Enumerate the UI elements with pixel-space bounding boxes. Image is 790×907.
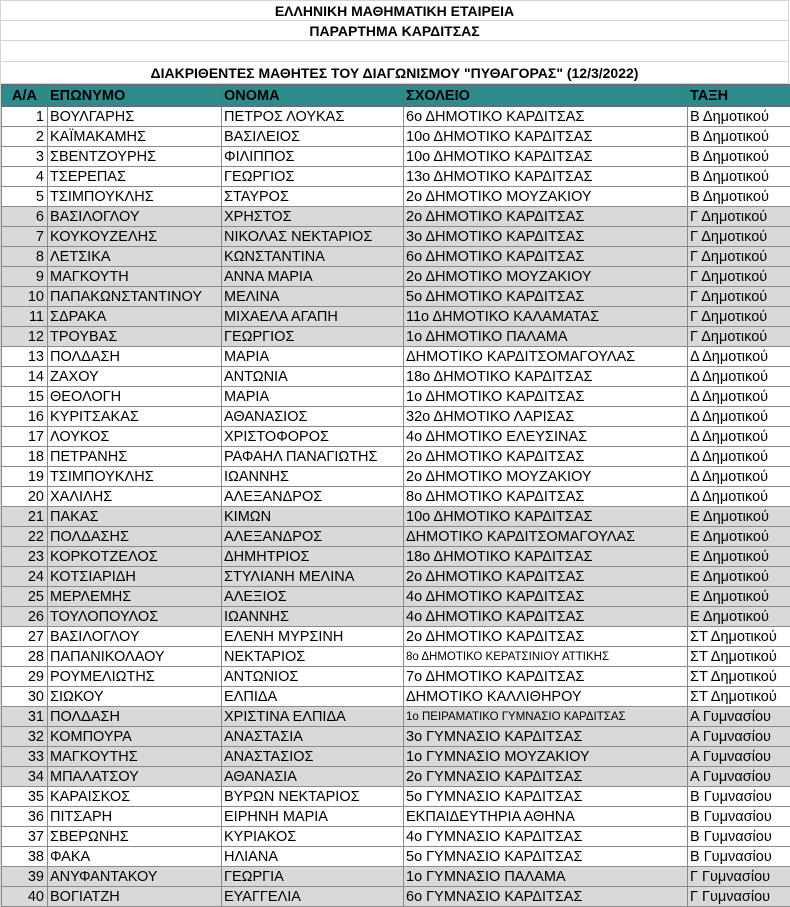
cell-aa[interactable]: 17 — [2, 427, 48, 447]
cell-school[interactable]: 2ο ΔΗΜΟΤΙΚΟ ΚΑΡΔΙΤΣΑΣ — [404, 627, 688, 647]
cell-aa[interactable]: 28 — [2, 647, 48, 667]
cell-class[interactable]: Γ Γυμνασίου — [688, 867, 790, 887]
cell-aa[interactable]: 9 — [2, 267, 48, 287]
cell-surname[interactable]: ΚΥΡΙΤΣΑΚΑΣ — [48, 407, 222, 427]
table-row — [2, 827, 790, 847]
cell-class[interactable]: Γ Δημοτικού — [688, 247, 790, 267]
table-row — [2, 707, 790, 727]
results-table — [1, 84, 790, 907]
cell-aa[interactable]: 13 — [2, 347, 48, 367]
cell-school[interactable]: 1ο ΔΗΜΟΤΙΚΟ ΠΑΛΑΜΑ — [404, 327, 688, 347]
cell-name[interactable]: ΚΥΡΙΑΚΟΣ — [222, 827, 404, 847]
cell-name[interactable]: ΑΛΕΞΑΝΔΡΟΣ — [222, 527, 404, 547]
cell-name[interactable]: ΙΩΑΝΝΗΣ — [222, 467, 404, 487]
table-row — [2, 467, 790, 487]
cell-surname[interactable]: ΠΕΤΡΑΝΗΣ — [48, 447, 222, 467]
cell-surname[interactable]: ΠΑΠΑΚΩΝΣΤΑΝΤΙΝΟΥ — [48, 287, 222, 307]
cell-name[interactable]: ΙΩΑΝΝΗΣ — [222, 607, 404, 627]
cell-class[interactable]: Δ Δημοτικού — [688, 487, 790, 507]
cell-aa[interactable]: 26 — [2, 607, 48, 627]
table-row — [2, 327, 790, 347]
cell-surname[interactable]: ΤΣΕΡΕΠΑΣ — [48, 167, 222, 187]
cell-class[interactable]: Ε Δημοτικού — [688, 527, 790, 547]
cell-name[interactable]: ΣΤΥΛΙΑΝΗ ΜΕΛΙΝΑ — [222, 567, 404, 587]
cell-surname[interactable]: ΣΔΡΑΚΑ — [48, 307, 222, 327]
cell-name[interactable]: ΑΘΑΝΑΣΙΟΣ — [222, 407, 404, 427]
cell-name[interactable]: ΑΝΑΣΤΑΣΙΑ — [222, 727, 404, 747]
cell-aa[interactable]: 24 — [2, 567, 48, 587]
cell-name[interactable]: ΑΘΑΝΑΣΙΑ — [222, 767, 404, 787]
table-row — [2, 727, 790, 747]
table-row — [2, 807, 790, 827]
table-row — [2, 567, 790, 587]
table-body — [2, 107, 790, 907]
table-row — [2, 267, 790, 287]
cell-name[interactable]: ΑΝΑΣΤΑΣΙΟΣ — [222, 747, 404, 767]
cell-aa[interactable]: 8 — [2, 247, 48, 267]
cell-class[interactable]: Δ Δημοτικού — [688, 467, 790, 487]
table-row — [2, 407, 790, 427]
table-row — [2, 587, 790, 607]
cell-surname[interactable]: ΒΟΓΙΑΤΖΗ — [48, 887, 222, 907]
cell-class[interactable]: ΣΤ Δημοτικού — [688, 647, 790, 667]
cell-school[interactable]: 6ο ΔΗΜΟΤΙΚΟ ΚΑΡΔΙΤΣΑΣ — [404, 247, 688, 267]
cell-name[interactable]: ΑΛΕΞΑΝΔΡΟΣ — [222, 487, 404, 507]
cell-aa[interactable]: 3 — [2, 147, 48, 167]
cell-name[interactable]: ΑΝΤΩΝΙΑ — [222, 367, 404, 387]
cell-aa[interactable]: 37 — [2, 827, 48, 847]
cell-surname[interactable]: ΚΟΤΣΙΑΡΙΔΗ — [48, 567, 222, 587]
cell-school[interactable]: ΔΗΜΟΤΙΚΟ ΚΑΡΔΙΤΣΟΜΑΓΟΥΛΑΣ — [404, 347, 688, 367]
cell-aa[interactable]: 12 — [2, 327, 48, 347]
cell-name[interactable]: ΗΛΙΑΝΑ — [222, 847, 404, 867]
cell-name[interactable]: ΦΙΛΙΠΠΟΣ — [222, 147, 404, 167]
cell-class[interactable]: Β Γυμνασίου — [688, 847, 790, 867]
table-row — [2, 767, 790, 787]
cell-aa[interactable]: 5 — [2, 187, 48, 207]
table-row — [2, 427, 790, 447]
cell-class[interactable]: Δ Δημοτικού — [688, 387, 790, 407]
table-row — [2, 507, 790, 527]
table-row — [2, 747, 790, 767]
cell-class[interactable]: Α Γυμνασίου — [688, 747, 790, 767]
cell-class[interactable]: Γ Δημοτικού — [688, 307, 790, 327]
col-header-name[interactable]: ΟΝΟΜΑ — [222, 85, 404, 107]
cell-school[interactable]: 2ο ΔΗΜΟΤΙΚΟ ΜΟΥΖΑΚΙΟΥ — [404, 467, 688, 487]
cell-class[interactable]: Β Γυμνασίου — [688, 827, 790, 847]
cell-school[interactable]: 5ο ΓΥΜΝΑΣΙΟ ΚΑΡΔΙΤΣΑΣ — [404, 787, 688, 807]
cell-surname[interactable]: ΡΟΥΜΕΛΙΩΤΗΣ — [48, 667, 222, 687]
cell-surname[interactable]: ΖΑΧΟΥ — [48, 367, 222, 387]
branch-name: ΠΑΡΑΡΤΗΜΑ ΚΑΡΔΙΤΣΑΣ — [1, 21, 789, 41]
table-row — [2, 527, 790, 547]
cell-class[interactable]: ΣΤ Δημοτικού — [688, 687, 790, 707]
cell-surname[interactable]: ΤΟΥΛΟΠΟΥΛΟΣ — [48, 607, 222, 627]
table-row — [2, 147, 790, 167]
table-row — [2, 647, 790, 667]
cell-surname[interactable]: ΠΙΤΣΑΡΗ — [48, 807, 222, 827]
cell-name[interactable]: ΕΛΕΝΗ ΜΥΡΣΙΝΗ — [222, 627, 404, 647]
cell-school[interactable]: 3ο ΓΥΜΝΑΣΙΟ ΚΑΡΔΙΤΣΑΣ — [404, 727, 688, 747]
cell-surname[interactable]: ΤΣΙΜΠΟΥΚΛΗΣ — [48, 467, 222, 487]
cell-class[interactable]: Ε Δημοτικού — [688, 587, 790, 607]
cell-class[interactable]: Β Δημοτικού — [688, 167, 790, 187]
table-row — [2, 187, 790, 207]
cell-school[interactable]: 18ο ΔΗΜΟΤΙΚΟ ΚΑΡΔΙΤΣΑΣ — [404, 367, 688, 387]
cell-name[interactable]: ΝΙΚΟΛΑΣ ΝΕΚΤΑΡΙΟΣ — [222, 227, 404, 247]
cell-school[interactable]: 2ο ΔΗΜΟΤΙΚΟ ΚΑΡΔΙΤΣΑΣ — [404, 207, 688, 227]
table-row — [2, 887, 790, 907]
table-row — [2, 487, 790, 507]
cell-school[interactable]: 7ο ΔΗΜΟΤΙΚΟ ΚΑΡΔΙΤΣΑΣ — [404, 667, 688, 687]
cell-school[interactable]: 10ο ΔΗΜΟΤΙΚΟ ΚΑΡΔΙΤΣΑΣ — [404, 507, 688, 527]
cell-class[interactable]: Ε Δημοτικού — [688, 547, 790, 567]
cell-class[interactable]: Β Δημοτικού — [688, 187, 790, 207]
cell-class[interactable]: Δ Δημοτικού — [688, 447, 790, 467]
cell-class[interactable]: ΣΤ Δημοτικού — [688, 627, 790, 647]
cell-surname[interactable]: ΚΟΥΚΟΥΖΕΛΗΣ — [48, 227, 222, 247]
table-row — [2, 167, 790, 187]
cell-surname[interactable]: ΒΟΥΛΓΑΡΗΣ — [48, 107, 222, 127]
cell-school[interactable]: 2ο ΔΗΜΟΤΙΚΟ ΜΟΥΖΑΚΙΟΥ — [404, 267, 688, 287]
cell-school[interactable]: 2ο ΓΥΜΝΑΣΙΟ ΚΑΡΔΙΤΣΑΣ — [404, 767, 688, 787]
cell-name[interactable]: ΚΙΜΩΝ — [222, 507, 404, 527]
cell-aa[interactable]: 25 — [2, 587, 48, 607]
cell-school[interactable]: 4ο ΔΗΜΟΤΙΚΟ ΕΛΕΥΣΙΝΑΣ — [404, 427, 688, 447]
col-header-class[interactable]: ΤΑΞΗ — [688, 85, 790, 107]
cell-aa[interactable]: 39 — [2, 867, 48, 887]
col-header-aa[interactable]: Α/Α — [2, 85, 48, 107]
cell-class[interactable]: Γ Δημοτικού — [688, 327, 790, 347]
cell-aa[interactable]: 1 — [2, 107, 48, 127]
table-row — [2, 367, 790, 387]
table-row — [2, 867, 790, 887]
cell-school[interactable]: 8ο ΔΗΜΟΤΙΚΟ ΚΕΡΑΤΣΙΝΙΟΥ ΑΤΤΙΚΗΣ — [404, 647, 688, 667]
cell-aa[interactable]: 19 — [2, 467, 48, 487]
cell-name[interactable]: ΠΕΤΡΟΣ ΛΟΥΚΑΣ — [222, 107, 404, 127]
cell-class[interactable]: Δ Δημοτικού — [688, 427, 790, 447]
cell-class[interactable]: Β Δημοτικού — [688, 147, 790, 167]
cell-surname[interactable]: ΒΑΣΙΛΟΓΛΟΥ — [48, 627, 222, 647]
cell-school[interactable]: 1ο ΓΥΜΝΑΣΙΟ ΜΟΥΖΑΚΙΟΥ — [404, 747, 688, 767]
cell-name[interactable]: ΕΙΡΗΝΗ ΜΑΡΙΑ — [222, 807, 404, 827]
cell-aa[interactable]: 31 — [2, 707, 48, 727]
cell-class[interactable]: Β Δημοτικού — [688, 107, 790, 127]
cell-aa[interactable]: 35 — [2, 787, 48, 807]
cell-surname[interactable]: ΠΑΠΑΝΙΚΟΛΑΟΥ — [48, 647, 222, 667]
cell-surname[interactable]: ΘΕΟΛΟΓΗ — [48, 387, 222, 407]
cell-class[interactable]: Γ Δημοτικού — [688, 267, 790, 287]
cell-name[interactable]: ΓΕΩΡΓΙΟΣ — [222, 327, 404, 347]
cell-aa[interactable]: 10 — [2, 287, 48, 307]
cell-school[interactable]: 32ο ΔΗΜΟΤΙΚΟ ΛΑΡΙΣΑΣ — [404, 407, 688, 427]
cell-class[interactable]: ΣΤ Δημοτικού — [688, 667, 790, 687]
cell-school[interactable]: 1ο ΔΗΜΟΤΙΚΟ ΚΑΡΔΙΤΣΑΣ — [404, 387, 688, 407]
cell-school[interactable]: 1ο ΠΕΙΡΑΜΑΤΙΚΟ ΓΥΜΝΑΣΙΟ ΚΑΡΔΙΤΣΑΣ — [404, 707, 688, 727]
cell-surname[interactable]: ΣΙΩΚΟΥ — [48, 687, 222, 707]
cell-school[interactable]: 4ο ΔΗΜΟΤΙΚΟ ΚΑΡΔΙΤΣΑΣ — [404, 607, 688, 627]
cell-aa[interactable]: 38 — [2, 847, 48, 867]
cell-school[interactable]: 2ο ΔΗΜΟΤΙΚΟ ΚΑΡΔΙΤΣΑΣ — [404, 447, 688, 467]
table-row — [2, 287, 790, 307]
cell-name[interactable]: ΝΕΚΤΑΡΙΟΣ — [222, 647, 404, 667]
cell-name[interactable]: ΧΡΙΣΤΟΦΟΡΟΣ — [222, 427, 404, 447]
cell-name[interactable]: ΜΑΡΙΑ — [222, 387, 404, 407]
cell-surname[interactable]: ΚΑΪΜΑΚΑΜΗΣ — [48, 127, 222, 147]
cell-surname[interactable]: ΠΟΛΔΑΣΗ — [48, 347, 222, 367]
cell-school[interactable]: 11ο ΔΗΜΟΤΙΚΟ ΚΑΛΑΜΑΤΑΣ — [404, 307, 688, 327]
cell-surname[interactable]: ΣΒΕΝΤΖΟΥΡΗΣ — [48, 147, 222, 167]
table-row — [2, 547, 790, 567]
col-header-school[interactable]: ΣΧΟΛΕΙΟ — [404, 85, 688, 107]
cell-aa[interactable]: 15 — [2, 387, 48, 407]
cell-aa[interactable]: 6 — [2, 207, 48, 227]
cell-surname[interactable]: ΠΟΛΔΑΣΗΣ — [48, 527, 222, 547]
cell-name[interactable]: ΑΛΕΞΙΟΣ — [222, 587, 404, 607]
table-row — [2, 627, 790, 647]
table-row — [2, 127, 790, 147]
cell-name[interactable]: ΚΩΝΣΤΑΝΤΙΝΑ — [222, 247, 404, 267]
table-row — [2, 207, 790, 227]
col-header-surname[interactable]: ΕΠΩΝΥΜΟ — [48, 85, 222, 107]
cell-surname[interactable]: ΑΝΥΦΑΝΤΑΚΟΥ — [48, 867, 222, 887]
cell-name[interactable]: ΒΑΣΙΛΕΙΟΣ — [222, 127, 404, 147]
cell-name[interactable]: ΜΑΡΙΑ — [222, 347, 404, 367]
table-header-row — [2, 85, 790, 107]
cell-aa[interactable]: 16 — [2, 407, 48, 427]
cell-name[interactable]: ΑΝΝΑ ΜΑΡΙΑ — [222, 267, 404, 287]
cell-aa[interactable]: 27 — [2, 627, 48, 647]
cell-school[interactable]: 1ο ΓΥΜΝΑΣΙΟ ΠΑΛΑΜΑ — [404, 867, 688, 887]
cell-school[interactable]: 4ο ΓΥΜΝΑΣΙΟ ΚΑΡΔΙΤΣΑΣ — [404, 827, 688, 847]
cell-aa[interactable]: 4 — [2, 167, 48, 187]
cell-school[interactable]: 6ο ΔΗΜΟΤΙΚΟ ΚΑΡΔΙΤΣΑΣ — [404, 107, 688, 127]
cell-surname[interactable]: ΤΡΟΥΒΑΣ — [48, 327, 222, 347]
cell-surname[interactable]: ΜΕΡΛΕΜΗΣ — [48, 587, 222, 607]
cell-class[interactable]: Γ Δημοτικού — [688, 227, 790, 247]
cell-name[interactable]: ΣΤΑΥΡΟΣ — [222, 187, 404, 207]
cell-class[interactable]: Α Γυμνασίου — [688, 727, 790, 747]
cell-school[interactable]: 18ο ΔΗΜΟΤΙΚΟ ΚΑΡΔΙΤΣΑΣ — [404, 547, 688, 567]
cell-class[interactable]: Α Γυμνασίου — [688, 707, 790, 727]
cell-school[interactable]: 5ο ΔΗΜΟΤΙΚΟ ΚΑΡΔΙΤΣΑΣ — [404, 287, 688, 307]
cell-school[interactable]: 5ο ΓΥΜΝΑΣΙΟ ΚΑΡΔΙΤΣΑΣ — [404, 847, 688, 867]
cell-surname[interactable]: ΦΑΚΑ — [48, 847, 222, 867]
cell-aa[interactable]: 23 — [2, 547, 48, 567]
cell-surname[interactable]: ΚΟΡΚΟΤΖΕΛΟΣ — [48, 547, 222, 567]
empty-row — [1, 41, 789, 62]
cell-aa[interactable]: 22 — [2, 527, 48, 547]
table-row — [2, 607, 790, 627]
cell-aa[interactable]: 30 — [2, 687, 48, 707]
cell-class[interactable]: Β Δημοτικού — [688, 127, 790, 147]
cell-class[interactable]: Ε Δημοτικού — [688, 607, 790, 627]
table-row — [2, 347, 790, 367]
cell-class[interactable]: Α Γυμνασίου — [688, 767, 790, 787]
table-row — [2, 247, 790, 267]
list-title: ΔΙΑΚΡΙΘΕΝΤΕΣ ΜΑΘΗΤΕΣ ΤΟΥ ΔΙΑΓΩΝΙΣΜΟΥ "ΠΥΘΑΓΟΡΑΣ" (12/3/2022) — [1, 62, 789, 84]
cell-surname[interactable]: ΠΑΚΑΣ — [48, 507, 222, 527]
cell-name[interactable]: ΓΕΩΡΓΙΑ — [222, 867, 404, 887]
table-row — [2, 307, 790, 327]
cell-class[interactable]: Ε Δημοτικού — [688, 507, 790, 527]
cell-school[interactable]: ΕΚΠΑΙΔΕΥΤΗΡΙΑ ΑΘΗΝΑ — [404, 807, 688, 827]
cell-aa[interactable]: 32 — [2, 727, 48, 747]
cell-surname[interactable]: ΜΑΓΚΟΥΤΗΣ — [48, 747, 222, 767]
cell-school[interactable]: 3ο ΔΗΜΟΤΙΚΟ ΚΑΡΔΙΤΣΑΣ — [404, 227, 688, 247]
cell-surname[interactable]: ΜΑΓΚΟΥΤΗ — [48, 267, 222, 287]
cell-school[interactable]: 10ο ΔΗΜΟΤΙΚΟ ΚΑΡΔΙΤΣΑΣ — [404, 127, 688, 147]
cell-name[interactable]: ΑΝΤΩΝΙΟΣ — [222, 667, 404, 687]
cell-name[interactable]: ΡΑΦΑΗΛ ΠΑΝΑΓΙΩΤΗΣ — [222, 447, 404, 467]
cell-class[interactable]: Δ Δημοτικού — [688, 367, 790, 387]
cell-aa[interactable]: 40 — [2, 887, 48, 907]
cell-class[interactable]: Γ Δημοτικού — [688, 287, 790, 307]
cell-class[interactable]: Β Γυμνασίου — [688, 787, 790, 807]
cell-surname[interactable]: ΤΣΙΜΠΟΥΚΛΗΣ — [48, 187, 222, 207]
cell-aa[interactable]: 11 — [2, 307, 48, 327]
cell-school[interactable]: ΔΗΜΟΤΙΚΟ ΚΑΛΛΙΘΗΡΟΥ — [404, 687, 688, 707]
cell-name[interactable]: ΓΕΩΡΓΙΟΣ — [222, 167, 404, 187]
cell-school[interactable]: 10ο ΔΗΜΟΤΙΚΟ ΚΑΡΔΙΤΣΑΣ — [404, 147, 688, 167]
cell-surname[interactable]: ΚΑΡΑΙΣΚΟΣ — [48, 787, 222, 807]
cell-name[interactable]: ΧΡΙΣΤΙΝΑ ΕΛΠΙΔΑ — [222, 707, 404, 727]
cell-class[interactable]: Δ Δημοτικού — [688, 407, 790, 427]
cell-aa[interactable]: 29 — [2, 667, 48, 687]
cell-class[interactable]: Γ Δημοτικού — [688, 207, 790, 227]
cell-aa[interactable]: 18 — [2, 447, 48, 467]
cell-name[interactable]: ΧΡΗΣΤΟΣ — [222, 207, 404, 227]
cell-name[interactable]: ΒΥΡΩΝ ΝΕΚΤΑΡΙΟΣ — [222, 787, 404, 807]
cell-name[interactable]: ΕΛΠΙΔΑ — [222, 687, 404, 707]
cell-aa[interactable]: 7 — [2, 227, 48, 247]
table-row — [2, 787, 790, 807]
cell-surname[interactable]: ΠΟΛΔΑΣΗ — [48, 707, 222, 727]
table-row — [2, 107, 790, 127]
cell-surname[interactable]: ΧΑΛΙΛΗΣ — [48, 487, 222, 507]
cell-aa[interactable]: 36 — [2, 807, 48, 827]
table-row — [2, 687, 790, 707]
cell-surname[interactable]: ΒΑΣΙΛΟΓΛΟΥ — [48, 207, 222, 227]
cell-aa[interactable]: 2 — [2, 127, 48, 147]
cell-name[interactable]: ΜΙΧΑΕΛΑ ΑΓΑΠΗ — [222, 307, 404, 327]
table-row — [2, 227, 790, 247]
cell-aa[interactable]: 14 — [2, 367, 48, 387]
cell-class[interactable]: Ε Δημοτικού — [688, 567, 790, 587]
cell-school[interactable]: 2ο ΔΗΜΟΤΙΚΟ ΜΟΥΖΑΚΙΟΥ — [404, 187, 688, 207]
cell-name[interactable]: ΜΕΛΙΝΑ — [222, 287, 404, 307]
table-row — [2, 847, 790, 867]
cell-surname[interactable]: ΛΟΥΚΟΣ — [48, 427, 222, 447]
cell-school[interactable]: 6ο ΓΥΜΝΑΣΙΟ ΚΑΡΔΙΤΣΑΣ — [404, 887, 688, 907]
cell-aa[interactable]: 34 — [2, 767, 48, 787]
cell-name[interactable]: ΔΗΜΗΤΡΙΟΣ — [222, 547, 404, 567]
cell-class[interactable]: Β Γυμνασίου — [688, 807, 790, 827]
table-row — [2, 447, 790, 467]
cell-school[interactable]: ΔΗΜΟΤΙΚΟ ΚΑΡΔΙΤΣΟΜΑΓΟΥΛΑΣ — [404, 527, 688, 547]
cell-class[interactable]: Δ Δημοτικού — [688, 347, 790, 367]
table-row — [2, 387, 790, 407]
cell-aa[interactable]: 20 — [2, 487, 48, 507]
org-name: ΕΛΛΗΝΙΚΗ ΜΑΘΗΜΑΤΙΚΗ ΕΤΑΙΡΕΙΑ — [1, 1, 789, 21]
table-row — [2, 667, 790, 687]
cell-aa[interactable]: 33 — [2, 747, 48, 767]
cell-surname[interactable]: ΛΕΤΣΙΚΑ — [48, 247, 222, 267]
cell-school[interactable]: 2ο ΔΗΜΟΤΙΚΟ ΚΑΡΔΙΤΣΑΣ — [404, 567, 688, 587]
cell-surname[interactable]: ΜΠΑΛΑΤΣΟΥ — [48, 767, 222, 787]
cell-school[interactable]: 13ο ΔΗΜΟΤΙΚΟ ΚΑΡΔΙΤΣΑΣ — [404, 167, 688, 187]
cell-aa[interactable]: 21 — [2, 507, 48, 527]
cell-school[interactable]: 4ο ΔΗΜΟΤΙΚΟ ΚΑΡΔΙΤΣΑΣ — [404, 587, 688, 607]
cell-surname[interactable]: ΚΟΜΠΟΥΡΑ — [48, 727, 222, 747]
cell-surname[interactable]: ΣΒΕΡΩΝΗΣ — [48, 827, 222, 847]
cell-name[interactable]: ΕΥΑΓΓΕΛΙΑ — [222, 887, 404, 907]
cell-class[interactable]: Γ Γυμνασίου — [688, 887, 790, 907]
cell-school[interactable]: 8ο ΔΗΜΟΤΙΚΟ ΚΑΡΔΙΤΣΑΣ — [404, 487, 688, 507]
